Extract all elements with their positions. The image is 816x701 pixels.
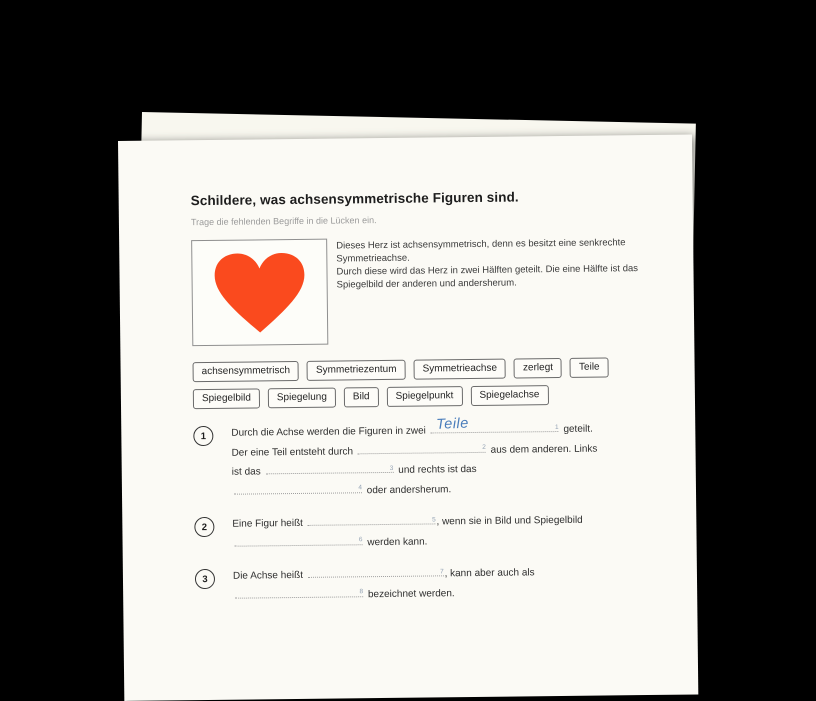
exercise-3-number: 3 (195, 569, 215, 589)
task-instruction: Trage die fehlenden Begriffe in die Lücken ein. (190, 215, 377, 228)
answer-blank-7[interactable] (308, 564, 444, 578)
answer-blank-2[interactable] (358, 440, 486, 453)
answer-blank-3[interactable] (265, 461, 393, 474)
exercise-text: , kann aber auch als (444, 567, 535, 580)
exercise-3-text (233, 563, 535, 605)
exercise-line (232, 478, 598, 502)
word-chip-bild[interactable]: Bild (344, 387, 379, 407)
exercise-text: aus dem anderen. Links (490, 443, 598, 456)
exercise-2-text (232, 511, 583, 554)
blank-number: 2 (482, 443, 486, 451)
exercise-text: Eine Figur heißt (232, 517, 304, 530)
word-chip-spiegelung[interactable]: Spiegelung (268, 388, 336, 409)
description-line: Symmetrieachse. (336, 252, 410, 265)
worksheet-content (190, 188, 639, 619)
blank-number: 3 (389, 464, 394, 472)
exercise-line (233, 583, 535, 606)
word-bank-row-2 (193, 384, 663, 409)
exercise-line (231, 439, 597, 463)
heart-icon (210, 250, 309, 335)
word-chip-zerlegt[interactable]: zerlegt (514, 358, 562, 379)
exercise-text: oder andersherum. (366, 483, 452, 496)
exercise-text: Die Achse heißt (232, 569, 304, 582)
exercise-text: Durch die Achse werden die Figuren in zwei (231, 425, 426, 439)
exercise-1-text (231, 415, 598, 502)
exercise-2-number: 2 (194, 517, 214, 537)
answer-blank-6[interactable] (234, 533, 362, 546)
blank-number: 8 (359, 588, 364, 596)
exercise-2 (194, 510, 634, 554)
exercise-text: und rechts ist das (398, 463, 477, 476)
blank-number: 7 (440, 567, 444, 575)
word-chip-spiegelbild[interactable]: Spiegelbild (193, 388, 260, 409)
answer-blank-5[interactable] (308, 512, 436, 525)
exercise-text: , wenn sie in Bild und Spiegelbild (436, 514, 583, 528)
answer-blank-8[interactable] (235, 585, 363, 598)
handwritten-answer: Teile (436, 415, 470, 433)
exercise-text: geteilt. (563, 423, 593, 435)
blank-number: 5 (432, 515, 436, 523)
answer-blank-1[interactable] (431, 415, 559, 433)
exercise-text: ist das (231, 466, 261, 478)
exercise-text: werden kann. (367, 536, 428, 548)
word-bank-row-1 (193, 357, 663, 382)
word-chip-symmetrieachse[interactable]: Symmetrieachse (413, 359, 506, 380)
figure-section (191, 235, 639, 346)
worksheet-page (118, 134, 698, 700)
description-line: Dieses Herz ist achsensymmetrisch, denn es besitzt eine senkrechte (336, 237, 626, 252)
blank-number: 6 (358, 536, 363, 544)
exercise-1 (193, 415, 634, 502)
exercise-1-number: 1 (193, 426, 213, 446)
figure-description (336, 236, 638, 291)
exercise-line (232, 530, 583, 553)
exercise-3 (195, 562, 635, 606)
description-line: Durch diese wird das Herz in zwei Hälften geteilt. Die eine Hälfte ist das (336, 263, 639, 278)
heart-image-frame (191, 239, 328, 347)
word-chip-spiegelachse[interactable]: Spiegelachse (470, 385, 548, 406)
page-title: Schildere, was achsensymmetrische Figuren sind. (190, 189, 519, 209)
answer-blank-4[interactable] (234, 481, 362, 494)
word-chip-achsensymmetrisch[interactable]: achsensymmetrisch (193, 361, 300, 382)
word-chip-spiegelpunkt[interactable]: Spiegelpunkt (386, 386, 462, 407)
word-bank (193, 357, 664, 409)
word-chip-teile[interactable]: Teile (570, 357, 609, 377)
exercise-text: bezeichnet werden. (367, 587, 455, 600)
exercise-line (233, 563, 535, 586)
exercise-list (193, 415, 635, 606)
blank-number: 1 (554, 423, 559, 431)
exercise-text: Der eine Teil entsteht durch (231, 445, 354, 459)
word-chip-symmetriezentum[interactable]: Symmetriezentum (307, 360, 406, 381)
heart-shape (214, 253, 305, 333)
exercise-line (232, 511, 583, 534)
blank-number: 4 (358, 484, 362, 492)
description-line: Spiegelbild der anderen und andersherum. (336, 277, 517, 291)
